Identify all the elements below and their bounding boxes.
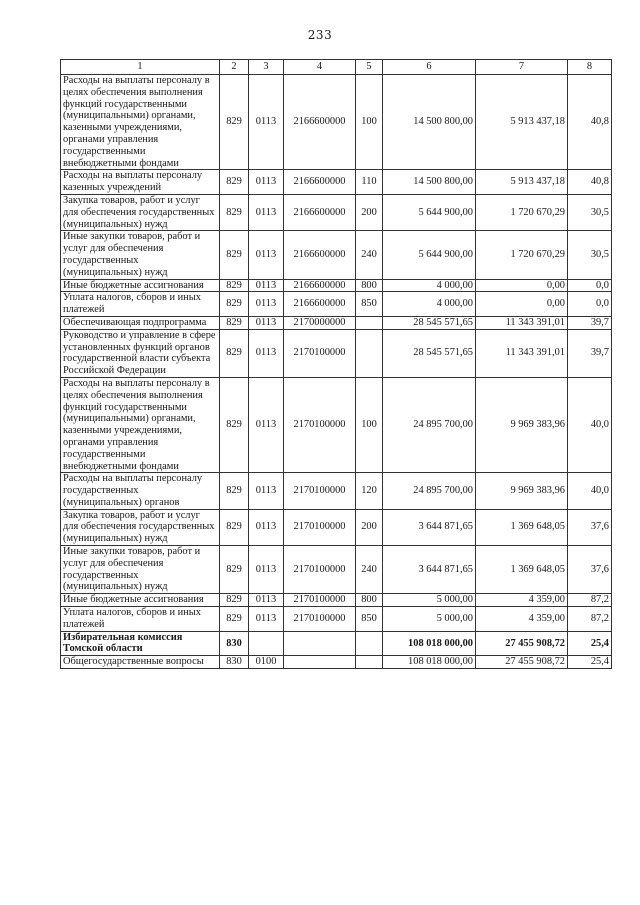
target-article-cell: 2166600000	[284, 170, 356, 195]
ministry-code-cell: 829	[220, 231, 249, 279]
column-header: 4	[284, 60, 356, 75]
execution-percent-cell: 30,5	[568, 231, 612, 279]
expense-name-cell: Обеспечивающая подпрограмма	[61, 316, 220, 329]
planned-amount-cell: 108 018 000,00	[383, 631, 476, 656]
section-code-cell: 0113	[249, 292, 284, 317]
execution-percent-cell: 30,5	[568, 194, 612, 230]
expense-type-cell: 850	[356, 607, 383, 632]
column-header: 7	[476, 60, 568, 75]
target-article-cell: 2166600000	[284, 231, 356, 279]
planned-amount-cell: 28 545 571,65	[383, 329, 476, 377]
executed-amount-cell: 1 369 648,05	[476, 509, 568, 545]
table-row	[61, 546, 612, 594]
execution-percent-cell: 39,7	[568, 329, 612, 377]
section-code-cell: 0113	[249, 279, 284, 292]
expense-name-cell: Иные закупки товаров, работ и услуг для обеспечения государственных (муниципальных) нужд	[61, 546, 220, 594]
column-header: 3	[249, 60, 284, 75]
expense-type-cell	[356, 316, 383, 329]
executed-amount-cell: 11 343 391,01	[476, 316, 568, 329]
budget-table	[60, 59, 612, 669]
section-code-cell: 0113	[249, 316, 284, 329]
table-row	[61, 231, 612, 279]
section-code-cell: 0113	[249, 329, 284, 377]
ministry-code-cell: 829	[220, 194, 249, 230]
expense-type-cell: 800	[356, 594, 383, 607]
expense-name-cell: Руководство и управление в сфере установленных функций органов государственной власти субъекта Российской Федерации	[61, 329, 220, 377]
executed-amount-cell: 4 359,00	[476, 594, 568, 607]
execution-percent-cell: 40,0	[568, 473, 612, 509]
execution-percent-cell: 25,4	[568, 656, 612, 669]
ministry-code-cell: 829	[220, 509, 249, 545]
section-code-cell: 0113	[249, 75, 284, 170]
ministry-code-cell: 829	[220, 594, 249, 607]
expense-name-cell: Иные бюджетные ассигнования	[61, 594, 220, 607]
expense-name-cell: Закупка товаров, работ и услуг для обеспечения государственных (муниципальных) нужд	[61, 509, 220, 545]
expense-name-cell: Расходы на выплаты персоналу государственных (муниципальных) органов	[61, 473, 220, 509]
execution-percent-cell: 87,2	[568, 594, 612, 607]
target-article-cell: 2166600000	[284, 75, 356, 170]
planned-amount-cell: 3 644 871,65	[383, 546, 476, 594]
expense-type-cell: 120	[356, 473, 383, 509]
executed-amount-cell: 4 359,00	[476, 607, 568, 632]
table-row	[61, 607, 612, 632]
section-code-cell: 0113	[249, 594, 284, 607]
expense-type-cell: 240	[356, 231, 383, 279]
ministry-code-cell: 829	[220, 377, 249, 472]
table-row	[61, 292, 612, 317]
ministry-code-cell: 830	[220, 631, 249, 656]
table-row	[61, 631, 612, 656]
expense-type-cell: 800	[356, 279, 383, 292]
section-code-cell	[249, 631, 284, 656]
section-code-cell: 0113	[249, 607, 284, 632]
expense-type-cell: 200	[356, 194, 383, 230]
column-header: 1	[61, 60, 220, 75]
execution-percent-cell: 0,0	[568, 292, 612, 317]
planned-amount-cell: 5 000,00	[383, 607, 476, 632]
execution-percent-cell: 37,6	[568, 509, 612, 545]
column-header: 5	[356, 60, 383, 75]
expense-name-cell: Общегосударственные вопросы	[61, 656, 220, 669]
expense-name-cell: Расходы на выплаты персоналу казенных учреждений	[61, 170, 220, 195]
expense-name-cell: Иные закупки товаров, работ и услуг для обеспечения государственных (муниципальных) нужд	[61, 231, 220, 279]
executed-amount-cell: 5 913 437,18	[476, 75, 568, 170]
expense-type-cell: 100	[356, 75, 383, 170]
table-row	[61, 75, 612, 170]
target-article-cell: 2170100000	[284, 607, 356, 632]
executed-amount-cell: 27 455 908,72	[476, 656, 568, 669]
table-row	[61, 194, 612, 230]
target-article-cell: 2170000000	[284, 316, 356, 329]
expense-name-cell: Закупка товаров, работ и услуг для обеспечения государственных (муниципальных) нужд	[61, 194, 220, 230]
planned-amount-cell: 28 545 571,65	[383, 316, 476, 329]
executed-amount-cell: 9 969 383,96	[476, 473, 568, 509]
target-article-cell	[284, 656, 356, 669]
section-code-cell: 0113	[249, 170, 284, 195]
section-code-cell: 0100	[249, 656, 284, 669]
executed-amount-cell: 0,00	[476, 292, 568, 317]
planned-amount-cell: 5 000,00	[383, 594, 476, 607]
target-article-cell	[284, 631, 356, 656]
expense-name-cell: Уплата налогов, сборов и иных платежей	[61, 292, 220, 317]
planned-amount-cell: 5 644 900,00	[383, 194, 476, 230]
execution-percent-cell: 37,6	[568, 546, 612, 594]
ministry-code-cell: 829	[220, 607, 249, 632]
expense-type-cell: 200	[356, 509, 383, 545]
table-row	[61, 473, 612, 509]
column-header: 2	[220, 60, 249, 75]
execution-percent-cell: 25,4	[568, 631, 612, 656]
ministry-code-cell: 829	[220, 75, 249, 170]
expense-type-cell: 240	[356, 546, 383, 594]
expense-type-cell	[356, 631, 383, 656]
planned-amount-cell: 3 644 871,65	[383, 509, 476, 545]
executed-amount-cell: 1 720 670,29	[476, 194, 568, 230]
column-header: 8	[568, 60, 612, 75]
ministry-code-cell: 829	[220, 316, 249, 329]
table-body	[61, 75, 612, 669]
execution-percent-cell: 40,0	[568, 377, 612, 472]
planned-amount-cell: 14 500 800,00	[383, 75, 476, 170]
section-code-cell: 0113	[249, 377, 284, 472]
target-article-cell: 2170100000	[284, 546, 356, 594]
expense-name-cell: Иные бюджетные ассигнования	[61, 279, 220, 292]
planned-amount-cell: 4 000,00	[383, 279, 476, 292]
target-article-cell: 2170100000	[284, 473, 356, 509]
table-row	[61, 656, 612, 669]
execution-percent-cell: 0,0	[568, 279, 612, 292]
page-number: 233	[307, 28, 333, 42]
expense-name-cell: Расходы на выплаты персоналу в целях обеспечения выполнения функций государственными (муниципальными) органами, казенными учреждениями, органами управления государственными внебюджетными фондами	[61, 75, 220, 170]
planned-amount-cell: 5 644 900,00	[383, 231, 476, 279]
expense-name-cell: Уплата налогов, сборов и иных платежей	[61, 607, 220, 632]
section-code-cell: 0113	[249, 546, 284, 594]
execution-percent-cell: 39,7	[568, 316, 612, 329]
expense-type-cell: 110	[356, 170, 383, 195]
table-row	[61, 509, 612, 545]
target-article-cell: 2170100000	[284, 509, 356, 545]
expense-name-cell: Избирательная комиссия Томской области	[61, 631, 220, 656]
expense-type-cell: 850	[356, 292, 383, 317]
table-row	[61, 316, 612, 329]
table-row	[61, 377, 612, 472]
ministry-code-cell: 829	[220, 292, 249, 317]
planned-amount-cell: 108 018 000,00	[383, 656, 476, 669]
ministry-code-cell: 829	[220, 329, 249, 377]
expense-type-cell	[356, 329, 383, 377]
executed-amount-cell: 9 969 383,96	[476, 377, 568, 472]
table-row	[61, 594, 612, 607]
column-header: 6	[383, 60, 476, 75]
target-article-cell: 2166600000	[284, 194, 356, 230]
expense-type-cell	[356, 656, 383, 669]
target-article-cell: 2170100000	[284, 594, 356, 607]
executed-amount-cell: 11 343 391,01	[476, 329, 568, 377]
ministry-code-cell: 829	[220, 279, 249, 292]
header-row	[61, 60, 612, 75]
target-article-cell: 2170100000	[284, 377, 356, 472]
executed-amount-cell: 1 369 648,05	[476, 546, 568, 594]
ministry-code-cell: 829	[220, 473, 249, 509]
planned-amount-cell: 14 500 800,00	[383, 170, 476, 195]
section-code-cell: 0113	[249, 231, 284, 279]
table-row	[61, 279, 612, 292]
target-article-cell: 2170100000	[284, 329, 356, 377]
section-code-cell: 0113	[249, 473, 284, 509]
execution-percent-cell: 87,2	[568, 607, 612, 632]
executed-amount-cell: 0,00	[476, 279, 568, 292]
table-row	[61, 170, 612, 195]
executed-amount-cell: 27 455 908,72	[476, 631, 568, 656]
expense-type-cell: 100	[356, 377, 383, 472]
ministry-code-cell: 829	[220, 546, 249, 594]
table-row	[61, 329, 612, 377]
ministry-code-cell: 829	[220, 170, 249, 195]
planned-amount-cell: 24 895 700,00	[383, 473, 476, 509]
planned-amount-cell: 4 000,00	[383, 292, 476, 317]
ministry-code-cell: 830	[220, 656, 249, 669]
execution-percent-cell: 40,8	[568, 170, 612, 195]
section-code-cell: 0113	[249, 509, 284, 545]
planned-amount-cell: 24 895 700,00	[383, 377, 476, 472]
expense-name-cell: Расходы на выплаты персоналу в целях обеспечения выполнения функций государственными (муниципальными) органами, казенными учреждениями, органами управления государственными внебюджетными фондами	[61, 377, 220, 472]
executed-amount-cell: 5 913 437,18	[476, 170, 568, 195]
section-code-cell: 0113	[249, 194, 284, 230]
execution-percent-cell: 40,8	[568, 75, 612, 170]
target-article-cell: 2166600000	[284, 279, 356, 292]
executed-amount-cell: 1 720 670,29	[476, 231, 568, 279]
target-article-cell: 2166600000	[284, 292, 356, 317]
